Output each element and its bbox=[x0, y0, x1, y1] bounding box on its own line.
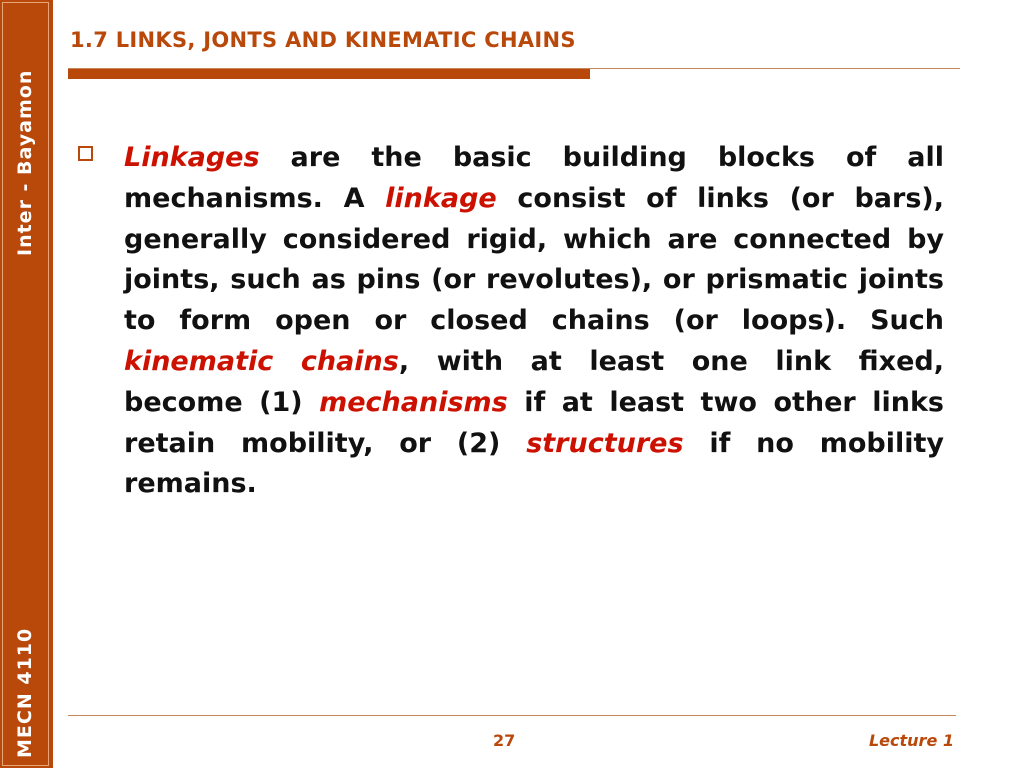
page-number: 27 bbox=[493, 731, 516, 750]
sidebar-banner bbox=[0, 0, 53, 768]
paragraph-text: if no mobility remains. bbox=[124, 427, 944, 500]
paragraph-text: consist of links (or bars), generally considered rigid, which are connected by joints, such as pins (or revolutes), or prismatic joints to form open or closed chains (or loops). Such bbox=[124, 182, 944, 337]
square-bullet-icon bbox=[78, 146, 93, 161]
institution-label: Inter - Bayamon bbox=[14, 69, 36, 256]
lecture-label: Lecture 1 bbox=[868, 731, 954, 750]
term-kinematic-chains: kinematic chains bbox=[124, 345, 399, 377]
term-structures: structures bbox=[526, 427, 684, 459]
slide-title: 1.7 LINKS, JONTS AND KINEMATIC CHAINS bbox=[70, 28, 576, 52]
slide-content bbox=[78, 138, 944, 505]
paragraph-text: , with at least one link fixed, become (1) bbox=[124, 345, 944, 418]
title-underline-bar bbox=[68, 69, 590, 79]
paragraph-text: if at least two other links retain mobility, or (2) bbox=[124, 386, 944, 459]
footer-divider bbox=[68, 715, 956, 716]
term-linkage: linkage bbox=[385, 182, 497, 214]
paragraph-text: are the basic building blocks of all mechanisms. A bbox=[124, 142, 944, 214]
term-linkages: Linkages bbox=[124, 142, 260, 173]
course-code-label: MECN 4110 bbox=[14, 627, 36, 758]
body-paragraph bbox=[124, 138, 944, 505]
term-mechanisms: mechanisms bbox=[319, 386, 508, 418]
